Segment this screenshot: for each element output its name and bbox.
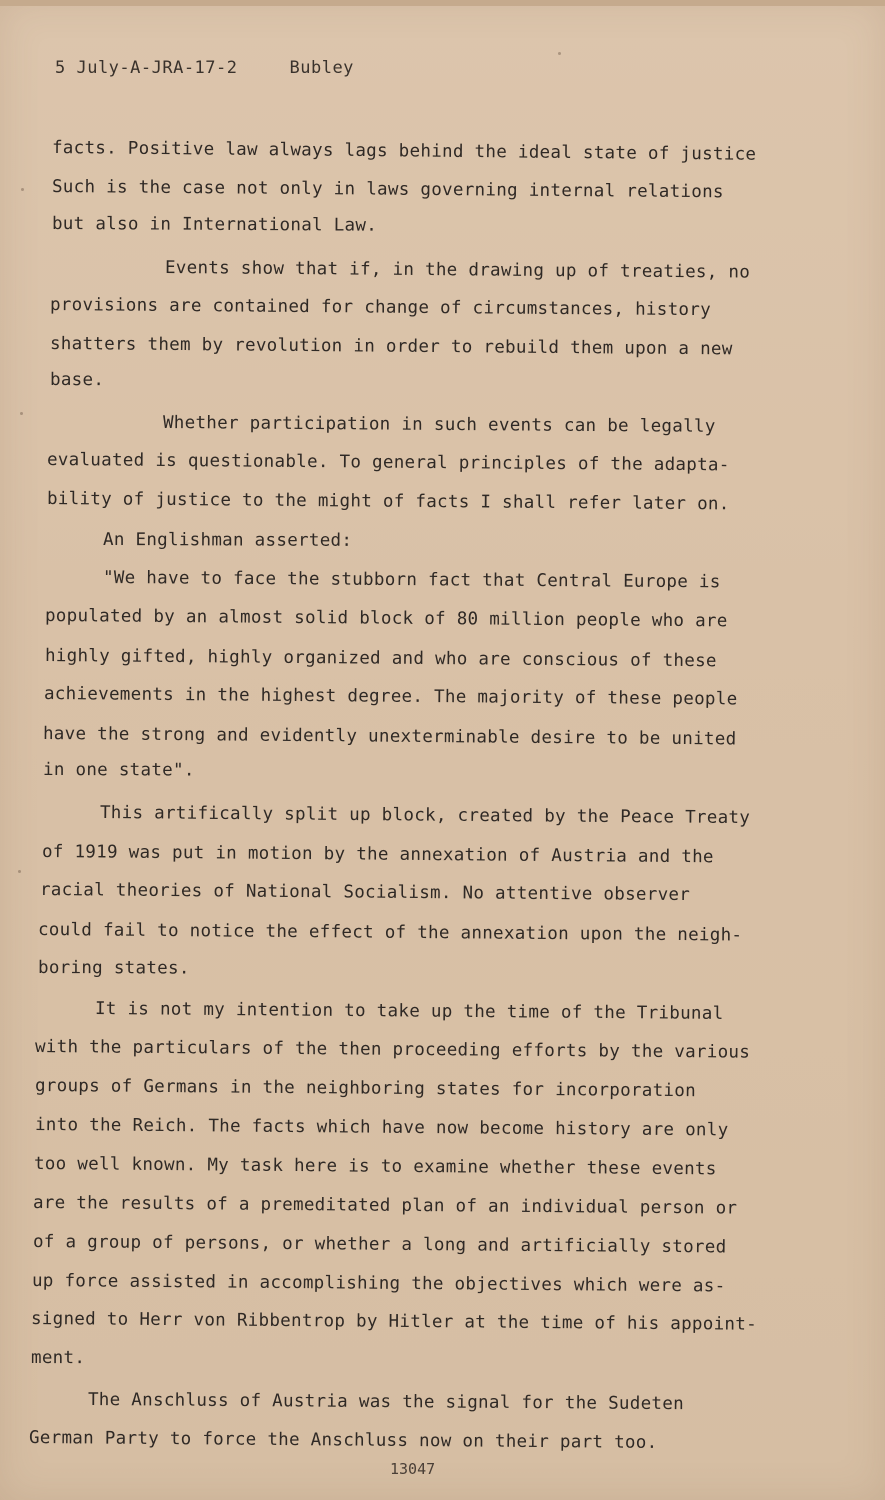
text-line: facts. Positive law always lags behind the ideal state of justice bbox=[51, 138, 757, 165]
text-line: populated by an almost solid block of 80 million people who are bbox=[44, 606, 728, 632]
text-line: in one state". bbox=[42, 760, 195, 781]
paper-speck bbox=[18, 870, 21, 873]
paper-speck bbox=[21, 188, 24, 191]
author-name: Bubley bbox=[289, 58, 354, 78]
paper-speck bbox=[20, 412, 23, 415]
text-line: of a group of persons, or whether a long and artificially stored bbox=[32, 1232, 727, 1258]
text-line: could fail to notice the effect of the annexation upon the neigh- bbox=[37, 920, 743, 946]
text-line: too well known. My task here is to examine whether these events bbox=[33, 1154, 717, 1180]
text-line: Whether participation in such events can be legally bbox=[162, 413, 716, 437]
text-line: racial theories of National Socialism. No attentive observer bbox=[39, 880, 691, 906]
text-line: signed to Herr von Ribbentrop by Hitler at the time of his appoint- bbox=[30, 1309, 758, 1335]
text-line: groups of Germans in the neighboring states for incorporation bbox=[34, 1076, 697, 1102]
text-line: are the results of a premeditated plan of an individual person or bbox=[32, 1193, 738, 1219]
paper-speck bbox=[558, 52, 561, 55]
text-line: of 1919 was put in motion by the annexation of Austria and the bbox=[41, 842, 714, 868]
page-header bbox=[55, 58, 354, 78]
text-line: shatters them by revolution in order to rebuild them upon a new bbox=[49, 334, 733, 360]
text-line: Events show that if, in the drawing up of treaties, no bbox=[164, 258, 751, 283]
text-line: bility of justice to the might of facts I shall refer later on. bbox=[46, 489, 730, 515]
text-line: base. bbox=[49, 370, 105, 391]
text-line: but also in International Law. bbox=[51, 214, 378, 236]
text-line: up force assisted in accomplishing the objectives which were as- bbox=[31, 1271, 726, 1297]
text-line: evaluated is questionable. To general principles of the adapta- bbox=[46, 450, 730, 476]
text-line: It is not my intention to take up the time of the Tribunal bbox=[94, 999, 724, 1024]
text-line: "We have to face the stubborn fact that Central Europe is bbox=[102, 568, 721, 593]
text-line: provisions are contained for change of circumstances, history bbox=[49, 295, 712, 321]
text-line: German Party to force the Anschluss now on their part too. bbox=[28, 1428, 658, 1453]
text-line: The Anschluss of Austria was the signal for the Sudeten bbox=[87, 1390, 685, 1415]
text-line: Such is the case not only in laws governing internal relations bbox=[51, 177, 724, 203]
page-number: 13047 bbox=[390, 1460, 436, 1478]
text-line: This artifically split up block, created by the Peace Treaty bbox=[99, 803, 751, 829]
text-line: with the particulars of the then proceeding efforts by the various bbox=[34, 1037, 751, 1063]
text-line: highly gifted, highly organized and who are conscious of these bbox=[44, 646, 717, 672]
text-line: have the strong and evidently unexterminable desire to be united bbox=[42, 724, 737, 750]
text-line: ment. bbox=[30, 1348, 86, 1369]
text-line: into the Reich. The facts which have now become history are only bbox=[34, 1115, 729, 1141]
text-line: achievements in the highest degree. The majority of these people bbox=[43, 684, 738, 710]
text-line: boring states. bbox=[37, 958, 190, 979]
text-line: An Englishman asserted: bbox=[102, 530, 353, 551]
document-id: 5 July-A-JRA-17-2 bbox=[55, 58, 238, 78]
